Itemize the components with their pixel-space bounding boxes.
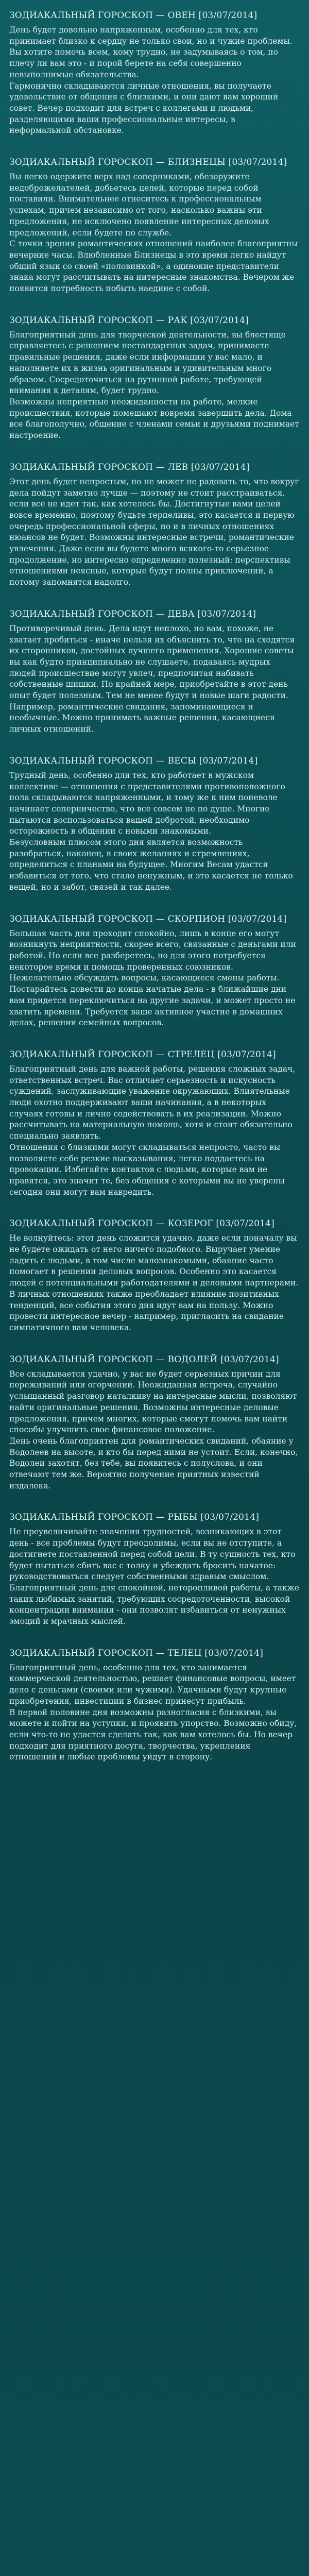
section-body: [9, 1064, 300, 1198]
section-body: [9, 770, 300, 893]
horoscope-list: [9, 9, 300, 1763]
section-paragraph: День очень благоприятен для романтических свиданий, обаяние у Водолеев на высоте, и кто бы перед ними не устоит. Если, конечно, Водолеи захотят, без тебе, вы появитесь с полуслова, и они отвечают тем же. Вероятно получение приятных известий издалека.: [9, 1436, 298, 1490]
section-body: [9, 1369, 300, 1492]
section-paragraph: Большая часть дня проходит спокойно, лишь в конце его могут возникнуть неприятности, скорее всего, связанные с деньгами или работой. Но если все разберетесь, но для этого потребуется некоторое время и помощь проверенных союзников.: [9, 928, 296, 972]
section-title: ЗОДИАКАЛЬНЫЙ ГОРОСКОП — БЛИЗНЕЦЫ [03/07/2014]: [9, 157, 287, 168]
section-body: [9, 477, 300, 588]
horoscope-section: [9, 755, 300, 893]
horoscope-section: [9, 314, 300, 442]
horoscope-section: [9, 461, 300, 588]
section-paragraph: Безусловным плюсом этого дня является возможность разобраться, наконец, в своих желаниях и стремлениях, определиться с планами на будущее. Многим Весам удастся избавиться от того, что стало ненужным, и это касается не только вещей, но и забот, связей и так далее.: [9, 838, 293, 892]
section-paragraph: День будет довольно напряженным, особенно для тех, кто принимает близко к сердцу не только свои, но и чужие проблемы. Вы хотите помочь всем, кому трудно, не задумываясь о том, по плечу ли вам это - и порой берете на себя совершенно невыполнимые обязательства.: [9, 25, 293, 79]
section-paragraph: Благоприятный день для спокойной, неторопливой работы, а также таких любимых занятий, требующих сосредоточенности, высокой концентрации внимания - они позволят избавиться от ненужных эмоций и мрачных мыслей.: [9, 1583, 300, 1626]
section-paragraph: Благоприятный день, особенно для тех, кто занимается коммерческой деятельностью, решает финансовые вопросы, имеет дело с деньгами (своими или чужими). Удачными будут крупные приобретения, инвестиции в бизнес принесут прибыль.: [9, 1663, 296, 1706]
section-body: [9, 1233, 300, 1333]
horoscope-section: [9, 608, 300, 735]
horoscope-section: [9, 1217, 300, 1333]
section-paragraph: Нежелательно обсуждать вопросы, касающиеся смены работы.: [9, 973, 280, 983]
section-body: [9, 1527, 300, 1627]
section-title: ЗОДИАКАЛЬНЫЙ ГОРОСКОП — РЫБЫ [03/07/2014]: [9, 1512, 260, 1523]
section-title: ЗОДИАКАЛЬНЫЙ ГОРОСКОП — ДЕВА [03/07/2014]: [9, 608, 256, 619]
horoscope-section: [9, 1353, 300, 1492]
section-paragraph: Не преувеличивайте значения трудностей, возникающих в этот день - все проблемы будут преодолимы, если вы не отступите, а достигнете поставленной перед собой цели. В ту сущность тех, кто будет пытаться сбить вас с толку и убеждать бросить начатое: руководствоваться следует собственными здравым смыслом.: [9, 1527, 296, 1582]
section-paragraph: Благоприятный день для творческой деятельности, вы блестяще справляетесь с решением нестандартных задач, принимаете правильные решения, даже если информации у вас мало, и наполняете их в жизнь оригинальным и удивительным много образом. Сосредоточиться на рутинной работе, требующей внимания к деталям, будет трудно.: [9, 330, 286, 396]
section-body: [9, 623, 300, 735]
horoscope-section: [9, 9, 300, 137]
section-paragraph: Не волнуйтесь: этот день сложится удачно, даже если поначалу вы не будете ожидать от него ничего подобного. Выручает умение ладить с людьми, в том числе малознакомыми, обаяние часто помогает в решении деловых вопросов. Особенно это касается людей с потенциальными работодателями и деловыми партнерами.: [9, 1233, 299, 1288]
section-body: [9, 330, 300, 442]
section-paragraph: С точки зрения романтических отношений наиболее благоприятны вечерние часы. Влюбленные Близнецы в это время легко найдут общий язык со своей «половинкой», а одинокие представители знака могут рассчитывать на интересные знакомства. Вечером же появится потребность побыть наедине с собой.: [9, 239, 298, 294]
section-paragraph: Все складывается удачно, у вас не будет серьезных причин для переживаний или огорчений. Неожиданная встреча, случайно услышанный разговор наталкиву на интересные мысли, позволяют найти оригинальные решения. Возможны интересные деловые предложения, причем многих, которые смогут помочь вам найти способы улучшить свое финансовое положение.: [9, 1369, 297, 1435]
section-paragraph: Противоречивый день. Дела идут неплохо, но вам, похоже, не хватает пробиться - иначе нельзя их объяснить то, что на сходятся их сторонников, достойных лучшего применения. Хорошие советы вы как будто принципиально не слушаете, подаваясь мудрых людей происшествие могут увлеч, предпочитая набивать собственные шишки. По крайней мере, приобретайте в этот день опыт будет полезным. Тем не менее будут и новые шаги радости. Например, романтические свидания, запоминающиеся и необычные. Можно принимать важные решения, касающиеся личных отношений.: [9, 623, 295, 734]
horoscope-section: [9, 156, 300, 295]
section-title: ЗОДИАКАЛЬНЫЙ ГОРОСКОП — ОВЕН [03/07/2014]: [9, 10, 258, 21]
section-body: [9, 25, 300, 137]
section-paragraph: Постарайтесь довести до конца начатые дела - в ближайшие дни вам придется переключиться на другие задачи, и может просто не хватить времени. Требуется ваше активное участие в домашних делах, решении семейных вопросов.: [9, 985, 296, 1028]
section-title: ЗОДИАКАЛЬНЫЙ ГОРОСКОП — РАК [03/07/2014]: [9, 315, 249, 326]
section-title: ЗОДИАКАЛЬНЫЙ ГОРОСКОП — ВЕСЫ [03/07/2014]: [9, 755, 258, 766]
horoscope-section: [9, 1048, 300, 1198]
section-paragraph: Трудный день, особенно для тех, кто работает в мужском коллективе — отношения с представителями противоположного пола складываются напряженными, и тому же к ним поневоле начинает соперничество, что все совсем не по душе. Многие пытаются воспользоваться вашей добротой, необходимо осторожность в общении с новыми знакомыми.: [9, 770, 285, 836]
section-paragraph: Отношения с близкими могут складываться непросто, часто вы позволяете себе резкие высказывания, легко поддаетесь на провокации. Избегайте контактов с людьми, которые вам не нравятся, это значит те, без общения с которыми вы не уверены сегодня они могут вам навредить.: [9, 1142, 285, 1197]
horoscope-section: [9, 913, 300, 1029]
section-title: ЗОДИАКАЛЬНЫЙ ГОРОСКОП — ТЕЛЕЦ [03/07/2014]: [9, 1648, 264, 1658]
horoscope-section: [9, 1511, 300, 1627]
section-paragraph: В первой половине дня возможны разногласия с близкими, вы можете и пойти на уступки, и проявить упорство. Возможно обиду, если что-то не удастся сделать так, как вам хотелось бы. Но вечер подходит для приятного досуга, творчества, укрепления отношений и любые проблемы уйдут в сторону.: [9, 1707, 297, 1762]
section-title: ЗОДИАКАЛЬНЫЙ ГОРОСКОП — СКОРПИОН [03/07/2014]: [9, 913, 287, 924]
section-paragraph: Гармонично складываются личные отношения, вы получаете удовольствие от общения с близкими, и они дают вам хороший совет. Вечер подходит для встреч с коллегами и людьми, разделяющими ваши профессиональные интересы, в неформальной обстановке.: [9, 81, 279, 135]
section-paragraph: В личных отношениях также преобладает влияние позитивных тенденций, все события этого дня идут вам на пользу. Можно провести интересное вечер - например, пригласить на свидание симпатичного вам человека.: [9, 1289, 284, 1332]
horoscope-section: [9, 1647, 300, 1763]
section-body: [9, 1663, 300, 1763]
section-paragraph: Вы легко одержите верх над соперниками, обезоружите недоброжелателей, добьетесь целей, которые перед собой поставили. Внимательнее отнеситесь к профессиональным успехам, причем независимо от того, насколько важны эти предложения, не исключено появление интересных деловых предложений, если будете по службе.: [9, 172, 269, 238]
section-paragraph: Возможны неприятные неожиданности на работе, мелкие происшествия, которые помешают вовремя завершить дела. Дома все благополучно, общение с членами семьи и друзьями поднимает настроение.: [9, 397, 299, 440]
section-title: ЗОДИАКАЛЬНЫЙ ГОРОСКОП — КОЗЕРОГ [03/07/2014]: [9, 1218, 274, 1229]
section-body: [9, 172, 300, 295]
section-title: ЗОДИАКАЛЬНЫЙ ГОРОСКОП — СТРЕЛЕЦ [03/07/2014]: [9, 1049, 276, 1060]
section-paragraph: Этот день будет непростым, но не может не радовать то, что вокруг дела пойдут заметно лучше — поэтому не стоит расстраиваться, если все не идет так, как хотелось бы. Достигнутые вами целей вовсе временно, поэтому будьте терпеливы, это касается и первую очередь профессиональной сферы, но и в личных отношениях нюансов не будет. Возможны интересные встречи, романтические увлечения. Даже если вы будете много всякого-то серьезное продолжение, но интересно определенно полезный: перспективы отношениями неясные, которые будут полны приключений, а потому запомнятся надолго.: [9, 477, 299, 587]
section-title: ЗОДИАКАЛЬНЫЙ ГОРОСКОП — ВОДОЛЕЙ [03/07/2014]: [9, 1354, 279, 1365]
section-paragraph: Благоприятный день для важной работы, решения сложных задач, ответственных встреч. Вас отличает серьезность и искусность суждений, заслуживающие уважение окружающих. Влиятельные люди охотно поддерживают ваши начинания, а в некоторых случаях готовы и лично содействовать в их реализации. Можно рассчитывать на материальную помощь, хотя и стоит обязательно специально заявлять.: [9, 1064, 296, 1141]
section-title: ЗОДИАКАЛЬНЫЙ ГОРОСКОП — ЛЕВ [03/07/2014]: [9, 462, 250, 472]
section-body: [9, 928, 300, 1029]
